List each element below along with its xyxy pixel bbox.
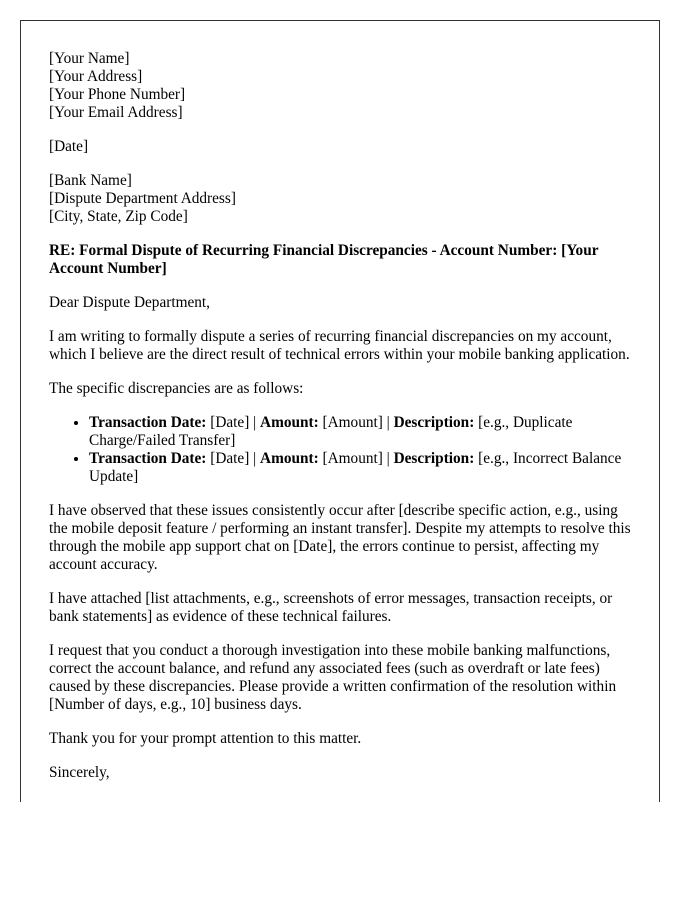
sender-address: [Your Address] [49, 68, 143, 85]
salutation: Dear Dispute Department, [49, 294, 210, 311]
letter-date: [Date] [49, 138, 89, 155]
description-value: [e.g., Duplicate Charge/Failed Transfer] [89, 414, 573, 449]
recipient-bank-name: [Bank Name] [49, 172, 132, 189]
list-item [89, 450, 635, 486]
recipient-dept-address: [Dispute Department Address] [49, 190, 236, 207]
transaction-date-label: Transaction Date: [89, 414, 207, 431]
attachments-paragraph: I have attached [list attachments, e.g., screenshots of error messages, transaction receipts, or bank statements] as evidence of these technical failures. [49, 590, 613, 625]
recipient-city-state-zip: [City, State, Zip Code] [49, 208, 188, 225]
re-line: RE: Formal Dispute of Recurring Financial Discrepancies - Account Number: [Your Account Number] [49, 242, 599, 277]
discrepancy-list [49, 414, 635, 486]
request-paragraph: I request that you conduct a thorough investigation into these mobile banking malfunctions, correct the account balance, and refund any associated fees (such as overdraft or late fees) caused by these discrepancies. Please provide a written confirmation of the resolution within [Number of days, e.g., 10] business days. [49, 642, 617, 713]
sender-name: [Your Name] [49, 50, 130, 67]
transaction-date-value: [Date] [210, 450, 250, 467]
amount-value: [Amount] [322, 450, 383, 467]
list-intro: The specific discrepancies are as follows: [49, 380, 304, 397]
letter-page [20, 20, 660, 802]
thanks-paragraph: Thank you for your prompt attention to this matter. [49, 730, 362, 747]
sender-block [49, 50, 635, 122]
amount-label: Amount: [260, 414, 319, 431]
separator: | [253, 450, 257, 467]
separator: | [386, 450, 390, 467]
separator: | [386, 414, 390, 431]
list-item [89, 414, 635, 450]
letter-content [49, 50, 635, 798]
recipient-block [49, 172, 635, 226]
amount-label: Amount: [260, 450, 319, 467]
transaction-date-label: Transaction Date: [89, 450, 207, 467]
observation-paragraph: I have observed that these issues consistently occur after [describe specific action, e.g., using the mobile deposit feature / performing an instant transfer]. Despite my attempts to resolve this through the mobile app support chat on [Date], the errors continue to persist, affecting my account accuracy. [49, 502, 631, 573]
sender-email: [Your Email Address] [49, 104, 183, 121]
description-label: Description: [393, 414, 475, 431]
intro-paragraph: I am writing to formally dispute a series of recurring financial discrepancies on my account, which I believe are the direct result of technical errors within your mobile banking application. [49, 328, 630, 363]
description-label: Description: [393, 450, 475, 467]
closing: Sincerely, [49, 764, 110, 781]
description-value: [e.g., Incorrect Balance Update] [89, 450, 622, 485]
amount-value: [Amount] [322, 414, 383, 431]
sender-phone: [Your Phone Number] [49, 86, 186, 103]
transaction-date-value: [Date] [210, 414, 250, 431]
separator: | [253, 414, 257, 431]
